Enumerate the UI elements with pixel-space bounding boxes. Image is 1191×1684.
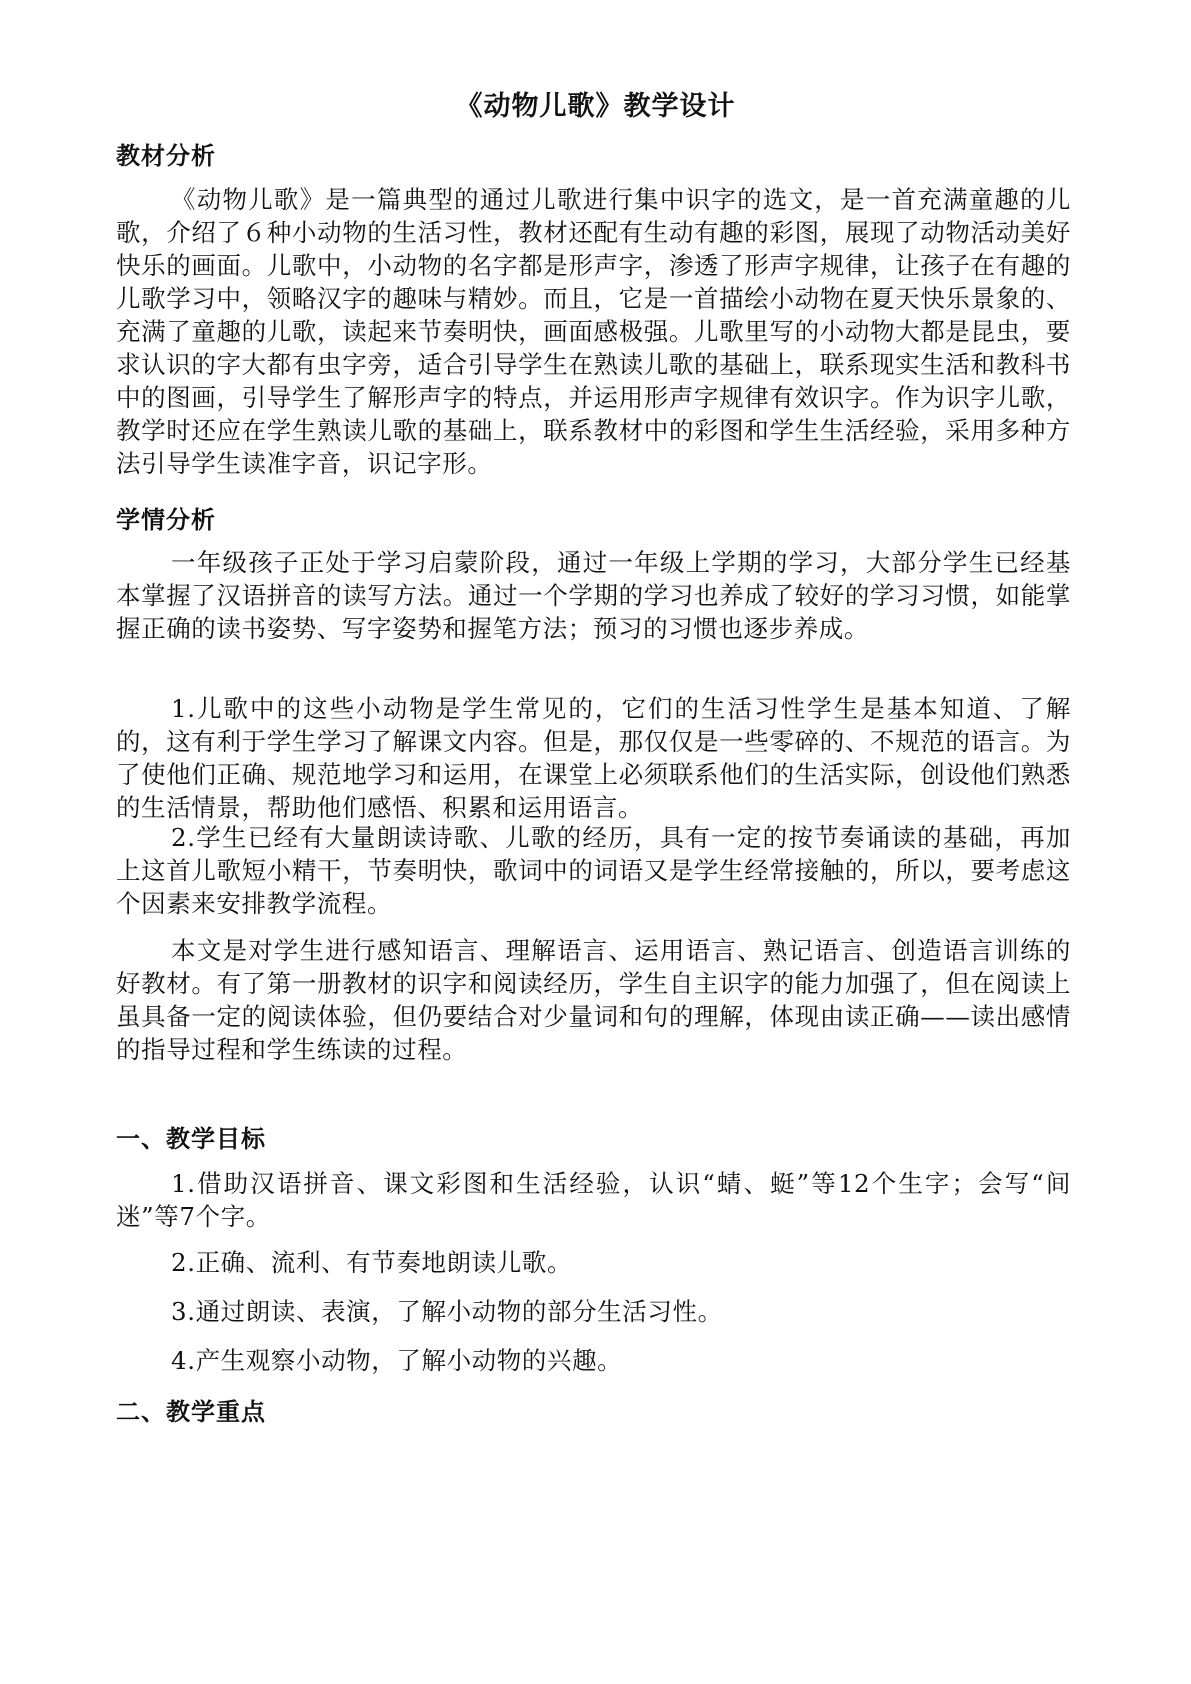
goal-item-4: 4.产生观察小动物，了解小动物的兴趣。 [171,1346,623,1375]
heading-material-analysis: 教材分析 [116,142,216,170]
paragraph-student-analysis-1: 一年级孩子正处于学习启蒙阶段，通过一年级上学期的学习，大部分学生已经基本掌握了汉语拼音的读写方法。通过一个学期的学习也养成了较好的学习习惯，如能掌握正确的读书姿势、写字姿势和握笔方法；预习的习惯也逐步养成。 [116,548,1071,643]
heading-teaching-goals: 一、教学目标 [116,1125,266,1153]
paragraph-student-analysis-2: 1.儿歌中的这些小动物是学生常见的，它们的生活习性学生是基本知道、了解的，这有利于学生学习了解课文内容。但是，那仅仅是一些零碎的、不规范的语言。为了使他们正确、规范地学习和运用，在课堂上必须联系他们的生活实际，创设他们熟悉的生活情景，帮助他们感悟、积累和运用语言。 [116,694,1071,822]
document-title: 《动物儿歌》教学设计 [455,91,736,122]
goal-item-1: 1.借助汉语拼音、课文彩图和生活经验，认识“蜻、蜓”等12个生字；会写“间迷”等7个字。 [116,1169,1071,1231]
paragraph-student-analysis-3: 2.学生已经有大量朗读诗歌、儿歌的经历，具有一定的按节奏诵读的基础，再加上这首儿歌短小精干，节奏明快，歌词中的词语又是学生经常接触的，所以，要考虑这个因素来安排教学流程。 [116,823,1071,918]
heading-teaching-focus: 二、教学重点 [116,1398,266,1426]
paragraph-material-analysis: 《动物儿歌》是一篇典型的通过儿歌进行集中识字的选文，是一首充满童趣的儿歌，介绍了６种小动物的生活习性，教材还配有生动有趣的彩图，展现了动物活动美好快乐的画面。儿歌中，小动物的名字都是形声字，渗透了形声字规律，让孩子在有趣的儿歌学习中，领略汉字的趣味与精妙。而且，它是一首描绘小动物在夏天快乐景象的、充满了童趣的儿歌，读起来节奏明快，画面感极强。儿歌里写的小动物大都是昆虫，要求认识的字大都有虫字旁，适合引导学生在熟读儿歌的基础上，联系现实生活和教科书中的图画，引导学生了解形声字的特点，并运用形声字规律有效识字。作为识字儿歌，教学时还应在学生熟读儿歌的基础上，联系教材中的彩图和学生生活经验，采用多种方法引导学生读准字音，识记字形。 [116,185,1071,478]
paragraph-student-analysis-4: 本文是对学生进行感知语言、理解语言、运用语言、熟记语言、创造语言训练的好教材。有了第一册教材的识字和阅读经历，学生自主识字的能力加强了，但在阅读上虽具备一定的阅读体验，但仍要结合对少量词和句的理解，体现由读正确——读出感情的指导过程和学生练读的过程。 [116,936,1071,1064]
goal-item-2: 2.正确、流利、有节奏地朗读儿歌。 [171,1248,573,1277]
goal-item-3: 3.通过朗读、表演，了解小动物的部分生活习性。 [171,1297,723,1326]
heading-student-analysis: 学情分析 [116,506,216,534]
